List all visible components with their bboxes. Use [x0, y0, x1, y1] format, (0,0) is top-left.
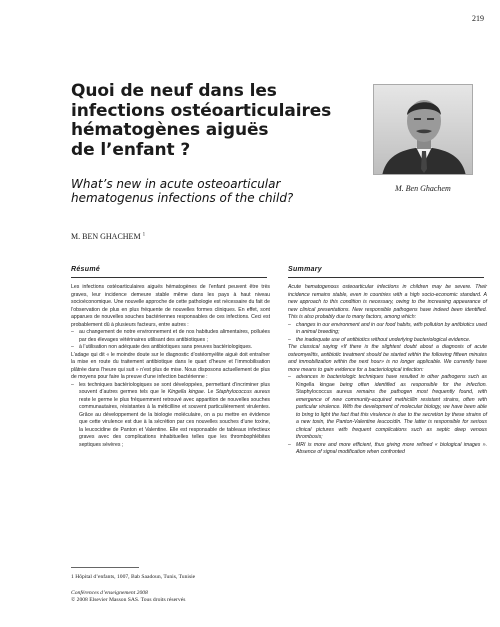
resume-bullet-text: reste le germe le plus fréquemment retrouvé avec apparition de nouvelles souches communautaires, résistantes à la méticilline et souvent particulièrement virulentes. Grâce au développement de la biologie moléculaire, on a pu mettre en évidence que cette virulence est due à la sécrétion par ces nouvelles souches d’une toxine, la leucocidine de Panton et Valentine. Elle est responsable de tableaux infectieux graves avec des complications inhabituelles telles que les thrombophlébites septiques sévères ; [79, 396, 270, 448]
author-photo-caption: M. Ben Ghachem [395, 184, 451, 193]
organism-name: Staphylococcus aureus [215, 389, 270, 395]
resume-heading: Résumé [71, 266, 101, 273]
resume-bullet: – les techniques bactériologiques se sont développées, permettant d’incriminer plus souvent d’autres germes tels que le Kingella kingae. Le Staphylococcus aureus reste le germe le plus fréquemment retrouvé avec apparition de nouvelles souches communautaires, résistantes à la méticilline et souvent particulièrement virulentes. Grâce au développement de la biologie moléculaire, on a pu mettre en évidence que cette virulence est due à la sécrétion par ces nouvelles souches d’une toxine, la leucocidine de Panton et Valentine. Elle est responsable de tableaux infectieux graves avec des complications inhabituelles telles que les thrombophlébites septiques sévères ; [71, 381, 270, 448]
summary-heading: Summary [288, 266, 323, 273]
organism-name: Staphylococcus aureus [296, 389, 353, 395]
summary-bullet-text: the inadequate use of antibiotics without underlying bacteriological evidence. [296, 336, 471, 343]
summary-heading-rule [288, 277, 484, 278]
summary-bullet-text: remains the pathogen most frequently found, with emergence of new community-acquired methicillin resistant strains, often with particular virulence. With the development of molecular biology, we have been able to bring to light the fact that this virulence is due to the secretion by these strains of a new toxin, the Panton-Valentine leucocidin. The latter is responsible for serious clinical pictures with frequent complications such as septic deep venous thrombosis; [296, 389, 487, 440]
resume-bullet-text: à l’utilisation non adéquate des antibiotiques sans preuves bactériologiques. [79, 344, 253, 350]
resume-bullet-text: au changement de notre environnement et de nos habitudes alimentaires, polluées par des élevages vétérinaires utilisant des antibiotiques ; [79, 329, 270, 343]
summary-bullet-text: changes in our environment and in our food habits, with pollution by antibiotics used in animal breeding; [296, 321, 487, 335]
journal-name: Conférences d’enseignement 2008 [71, 590, 148, 596]
author-name: M. BEN GHACHEM [71, 232, 141, 241]
author-portrait-illustration [374, 85, 473, 175]
organism-name: Kingella kingae [167, 389, 204, 395]
copyright-notice: © 2008 Elsevier Masson SAS. Tous droits réservés [71, 597, 186, 603]
english-subtitle [71, 177, 351, 205]
title-line: infections ostéoarticulaires [71, 100, 332, 121]
summary-bullet: – changes in our environment and in our food habits, with pollution by antibiotics used in animal breeding; [288, 321, 487, 335]
subtitle-line: hematogenus infections of the child? [71, 191, 294, 205]
organism-name: Kingella kingae [296, 381, 335, 388]
title-line: de l’enfant ? [71, 139, 191, 160]
summary-bullet: – the inadequate use of antibiotics without underlying bacteriological evidence. [288, 336, 471, 343]
summary-bullet-text: being often identified as responsible for the infection. [334, 381, 487, 388]
title-line: Quoi de neuf dans les [71, 81, 277, 101]
summary-bullet: – MRI is more and more efficient, thus giving more refined « biological images ». Absence of signal modification when confronted [288, 441, 487, 455]
summary-body [288, 284, 487, 457]
resume-paragraph: L’adage qui dit « le moindre doute sur le diagnostic d’ostéomyélite aiguë doit entraîner la mise en route du traitement antibiotique dans le quart d’heure et l’immobilisation plâtrée dans l’heure qui suit » n’est plus de mise. Nous disposons actuellement de plus de moyens pour faire la preuve d’une infection bactérienne : [71, 351, 270, 380]
page-number: 219 [472, 14, 484, 23]
resume-paragraph: Les infections ostéoarticulaires aiguës hématogènes de l’enfant peuvent être très graves, leur incidence demeure stable même dans les pays à haut niveau socioéconomique. Une nouvelle approche de cette pathologie est nécessaire du fait de l’observation de plus en plus fréquente de nouvelles formes cliniques. En effet, sont apparues de nouvelles souches bactériennes responsables de ces infections. Ceci est probablement dû à plusieurs facteurs, entre autres : [71, 284, 270, 328]
resume-bullet-text: . Le [203, 389, 216, 395]
resume-bullet: – à l’utilisation non adéquate des antibiotiques sans preuves bactériologiques. [71, 344, 253, 350]
summary-bullet: – advances in bacteriologic techniques have resulted in other pathogens such as Kingella kingae being often identified as responsible for the infection. Staphylococcus aureus remains the pathogen most frequently found, with emergence of new community-acquired methicillin resistant strains, often with particular virulence. With the development of molecular biology, we have been able to bring to light the fact that this virulence is due to the secretion by these strains of a new toxin, the Panton-Valentine leucocidin. The latter is responsible for serious clinical pictures with frequent complications such as septic deep venous thrombosis; [288, 374, 487, 440]
author-byline [71, 232, 145, 241]
article-title [71, 82, 351, 160]
summary-bullet-text: MRI is more and more efficient, thus giving more refined « biological images ». Absence of signal modification when confronted [296, 441, 487, 455]
resume-bullet-text: les techniques bactériologiques se sont développées, permettant d’incriminer plus souvent d’autres germes tels que le [79, 381, 270, 395]
subtitle-line: What’s new in acute osteoarticular [71, 177, 281, 191]
resume-heading-rule [71, 277, 267, 278]
summary-paragraph: Acute hematogenous osteoarticular infections in children may be severe. Their incidence remains stable, even in countries with a high socio-economic standard. A new approach to this condition is necessary, owing to the increasing appearance of new clinical presentations. New responsible pathogens have indeed been identified. This is also probably due to many factors, among which: [288, 284, 487, 320]
affiliation-footnote: 1 Hôpital d’enfants, 1007, Bab Saadoun, Tunis, Tunisie [71, 574, 196, 580]
author-photo [373, 84, 473, 175]
resume-bullet: – au changement de notre environnement et de nos habitudes alimentaires, polluées par des élevages vétérinaires utilisant des antibiotiques ; [71, 329, 270, 343]
summary-paragraph: The classical saying «If there is the slightest doubt about a diagnosis of acute osteomyelitis, antibiotic treatment should be started within the following fifteen minutes and immobilization within the next hour» is no longer applicable. We currently have more means to gain evidence for a bacteriological infection: [288, 344, 487, 373]
footnote-rule [71, 567, 139, 568]
author-affiliation-marker: 1 [142, 232, 146, 238]
page-footer [71, 590, 185, 604]
title-line: hématogènes aiguës [71, 120, 269, 140]
summary-bullet-text: advances in bacteriologic techniques have resulted in other pathogens such as [296, 374, 487, 380]
resume-body [71, 284, 270, 449]
